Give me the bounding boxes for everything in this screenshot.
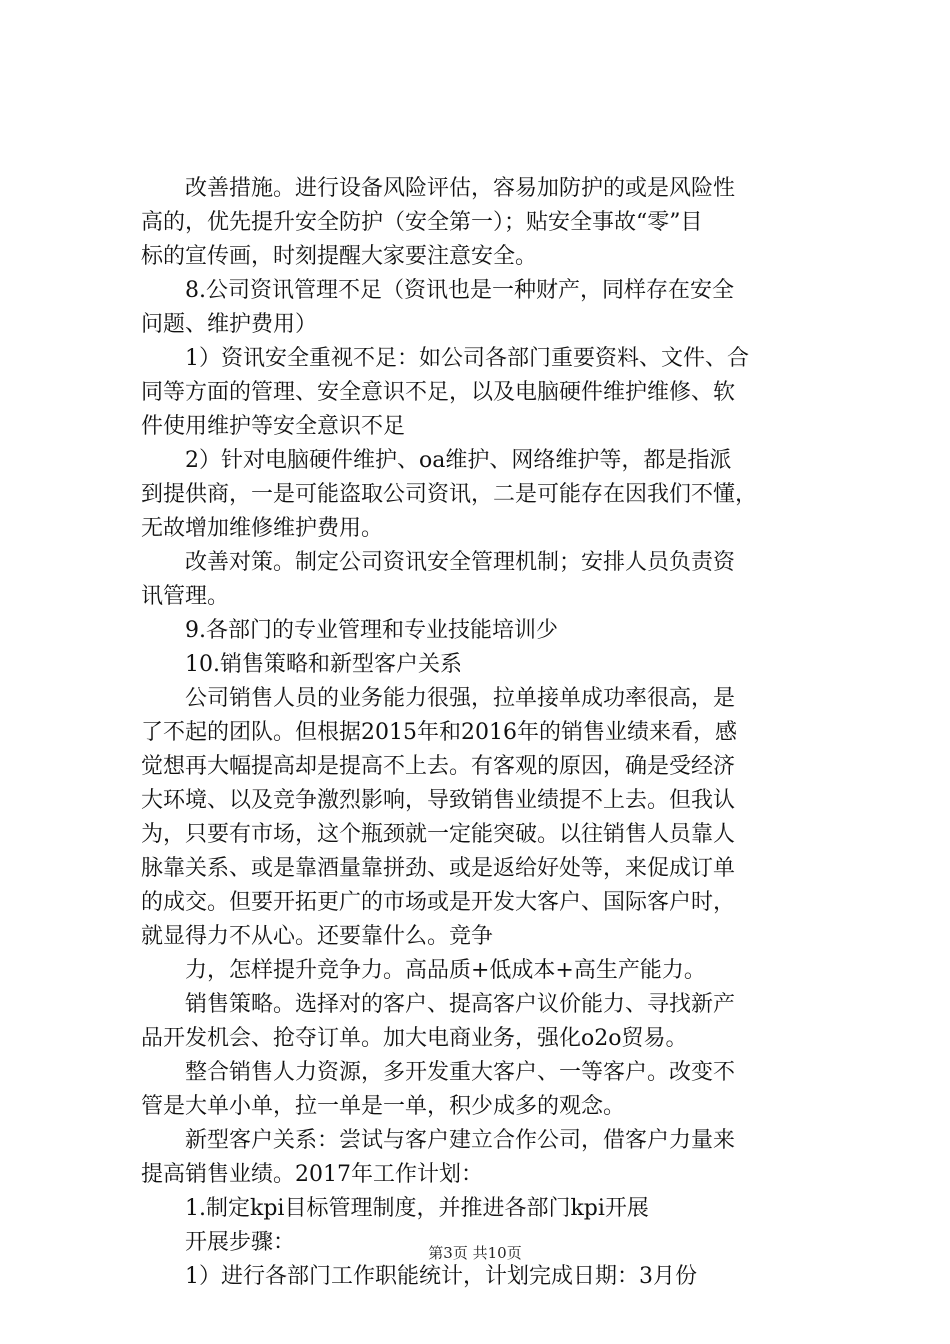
paragraph xyxy=(141,546,831,614)
paragraph xyxy=(141,1056,831,1124)
text-line: 问题、维护费用） xyxy=(141,312,318,337)
text-line: 1）资讯安全重视不足：如公司各部门重要资料、文件、合 xyxy=(141,346,749,371)
paragraph xyxy=(141,1192,831,1226)
paragraph xyxy=(141,648,831,682)
text-line: 觉想再大幅提高却是提高不上去。有客观的原因，确是受经济 xyxy=(141,754,736,779)
text-line: 1.制定kpi目标管理制度，并推进各部门kpi开展 xyxy=(141,1196,649,1221)
paragraph xyxy=(141,614,831,648)
text-line: 大环境、以及竞争激烈影响，导致销售业绩提不上去。但我认 xyxy=(141,788,736,813)
text-line: 管是大单小单，拉一单是一单，积少成多的观念。 xyxy=(141,1094,626,1119)
document-body xyxy=(141,172,831,1294)
text-line: 无故增加维修维护费用。 xyxy=(141,516,384,541)
text-line: 标的宣传画，时刻提醒大家要注意安全。 xyxy=(141,244,538,269)
text-line: 整合销售人力资源，多开发重大客户、一等客户。改变不 xyxy=(141,1060,736,1085)
text-line: 销售策略。选择对的客户、提高客户议价能力、寻找新产 xyxy=(141,992,736,1017)
paragraph xyxy=(141,172,831,274)
text-line: 新型客户关系：尝试与客户建立合作公司，借客户力量来 xyxy=(141,1128,736,1153)
text-line: 10.销售策略和新型客户关系 xyxy=(141,652,462,677)
text-line: 品开发机会、抢夺订单。加大电商业务，强化o2o贸易。 xyxy=(141,1026,688,1051)
paragraph xyxy=(141,342,831,444)
text-line: 1）进行各部门工作职能统计，计划完成日期：3月份 xyxy=(141,1264,697,1289)
paragraph xyxy=(141,682,831,954)
text-line: 9.各部门的专业管理和专业技能培训少 xyxy=(141,618,558,643)
text-line: 改善措施。进行设备风险评估，容易加防护的或是风险性 xyxy=(141,176,736,201)
text-line: 脉靠关系、或是靠酒量靠拼劲、或是返给好处等，来促成订单 xyxy=(141,856,736,881)
text-line: 8.公司资讯管理不足（资讯也是一种财产，同样存在安全 xyxy=(141,278,734,303)
text-line: 了不起的团队。但根据2015年和2016年的销售业绩来看，感 xyxy=(141,720,737,745)
text-line: 的成交。但要开拓更广的市场或是开发大客户、国际客户时， xyxy=(141,890,736,915)
paragraph xyxy=(141,1260,831,1294)
text-line: 件使用维护等安全意识不足 xyxy=(141,414,406,439)
text-line: 公司销售人员的业务能力很强，拉单接单成功率很高，是 xyxy=(141,686,736,711)
paragraph xyxy=(141,1124,831,1192)
text-line: 为，只要有市场，这个瓶颈就一定能突破。以往销售人员靠人 xyxy=(141,822,736,847)
text-line: 开展步骤： xyxy=(141,1230,296,1255)
paragraph xyxy=(141,444,831,546)
text-line: 同等方面的管理、安全意识不足，以及电脑硬件维护维修、软 xyxy=(141,380,736,405)
paragraph xyxy=(141,988,831,1056)
text-line: 就显得力不从心。还要靠什么。竞争 xyxy=(141,924,494,949)
text-line: 提高销售业绩。2017年工作计划： xyxy=(141,1162,483,1187)
text-line: 2）针对电脑硬件维护、oa维护、网络维护等，都是指派 xyxy=(141,448,732,473)
text-line: 讯管理。 xyxy=(141,584,230,609)
text-line: 改善对策。制定公司资讯安全管理机制；安排人员负责资 xyxy=(141,550,736,575)
text-line: 高的，优先提升安全防护（安全第一）；贴安全事故“零”目 xyxy=(141,210,703,235)
page-footer: 第3页 共10页 xyxy=(428,1244,522,1262)
paragraph xyxy=(141,274,831,342)
text-line: 到提供商，一是可能盗取公司资讯，二是可能存在因我们不懂， xyxy=(141,482,758,507)
text-line: 力，怎样提升竞争力。高品质+低成本+高生产能力。 xyxy=(141,958,706,983)
paragraph xyxy=(141,954,831,988)
